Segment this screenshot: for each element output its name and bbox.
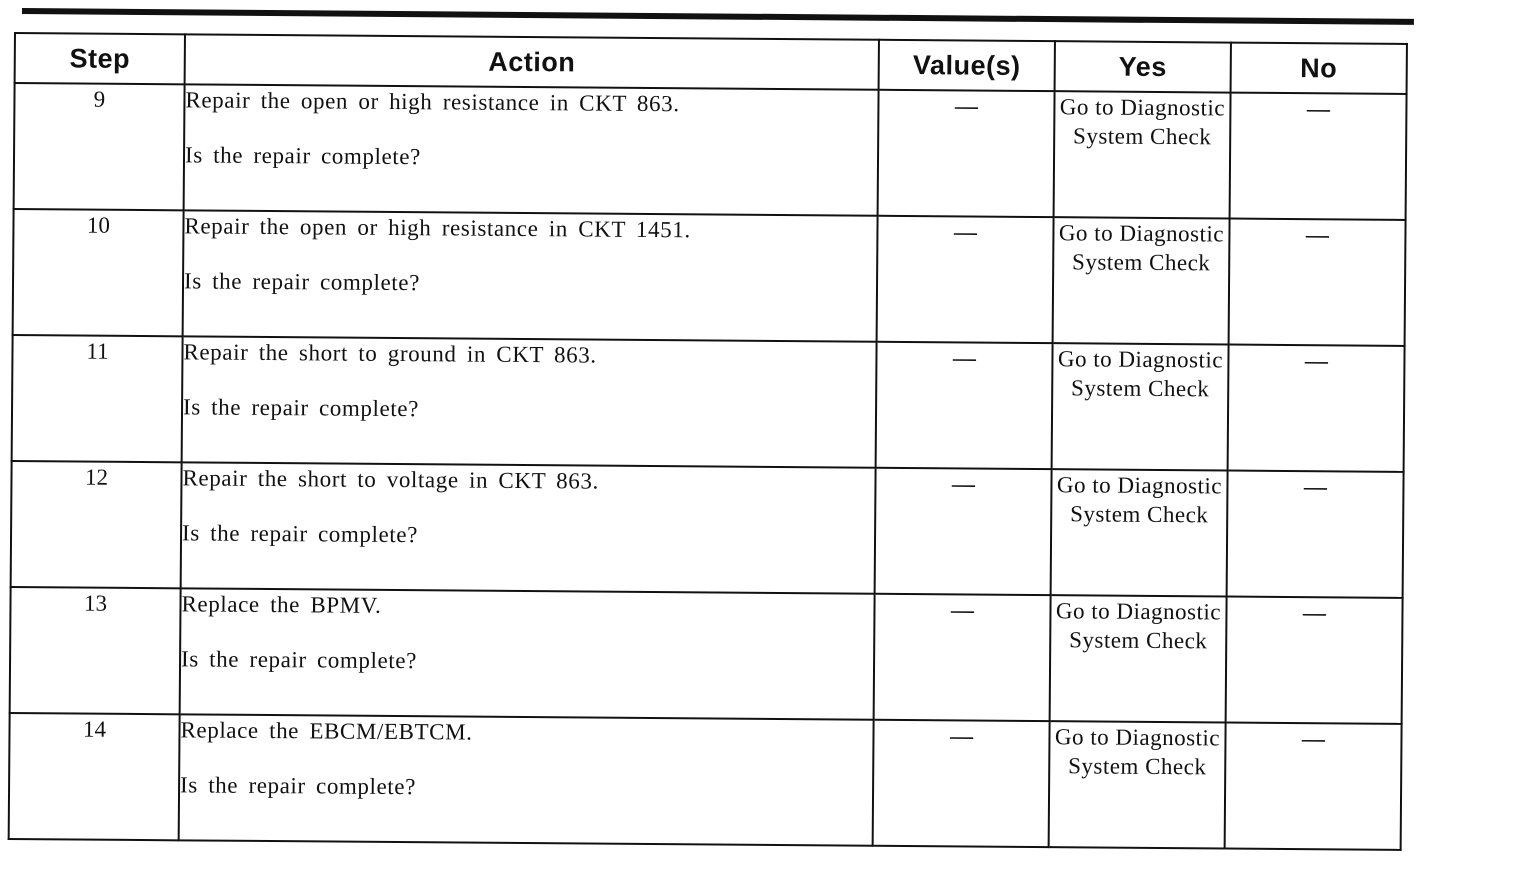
value-cell: — xyxy=(873,720,1050,847)
table-row xyxy=(11,461,1404,598)
no-cell: — xyxy=(1225,723,1402,850)
action-instruction: Repair the open or high resistance in CKT 1451. xyxy=(184,213,691,243)
yes-cell: Go to Diagnostic System Check xyxy=(1050,595,1227,722)
yes-cell: Go to Diagnostic System Check xyxy=(1052,343,1229,470)
action-cell xyxy=(181,462,876,593)
step-number: 9 xyxy=(14,83,185,210)
no-cell: — xyxy=(1226,597,1403,724)
table-row xyxy=(10,587,1403,724)
step-number: 10 xyxy=(13,209,184,336)
header-action: Action xyxy=(185,34,879,89)
table-row xyxy=(9,713,1402,850)
value-cell: — xyxy=(878,90,1055,217)
action-instruction: Replace the EBCM/EBTCM. xyxy=(180,717,473,745)
action-instruction: Repair the short to ground in CKT 863. xyxy=(183,339,597,368)
table-row xyxy=(12,335,1405,472)
action-question: Is the repair complete? xyxy=(183,268,421,296)
yes-cell: Go to Diagnostic System Check xyxy=(1051,469,1228,596)
action-cell xyxy=(179,714,874,845)
action-question: Is the repair complete? xyxy=(184,142,422,170)
table-row xyxy=(14,83,1407,220)
header-yes: Yes xyxy=(1055,41,1231,92)
action-cell xyxy=(184,84,879,215)
action-instruction: Replace the BPMV. xyxy=(181,591,382,618)
step-number: 13 xyxy=(10,587,181,714)
value-cell: — xyxy=(874,594,1051,721)
action-instruction: Repair the open or high resistance in CKT 863. xyxy=(185,87,680,117)
top-rule xyxy=(22,8,1414,25)
step-number: 11 xyxy=(12,335,183,462)
no-cell: — xyxy=(1228,345,1405,472)
diagnostic-table-container xyxy=(8,32,1406,851)
action-question: Is the repair complete? xyxy=(181,520,419,548)
table-row xyxy=(13,209,1406,346)
header-no: No xyxy=(1231,43,1407,94)
action-cell xyxy=(182,336,877,467)
no-cell: — xyxy=(1230,93,1407,220)
action-question: Is the repair complete? xyxy=(179,772,417,800)
step-number: 14 xyxy=(9,713,180,840)
action-cell xyxy=(180,588,875,719)
no-cell: — xyxy=(1229,219,1406,346)
diagnostic-table xyxy=(8,32,1408,851)
value-cell: — xyxy=(877,216,1054,343)
step-number: 12 xyxy=(11,461,182,588)
action-cell xyxy=(183,210,878,341)
header-step: Step xyxy=(15,33,185,84)
yes-cell: Go to Diagnostic System Check xyxy=(1049,721,1226,848)
action-question: Is the repair complete? xyxy=(180,646,418,674)
yes-cell: Go to Diagnostic System Check xyxy=(1053,217,1230,344)
value-cell: — xyxy=(876,342,1053,469)
yes-cell: Go to Diagnostic System Check xyxy=(1054,91,1231,218)
action-question: Is the repair complete? xyxy=(182,394,420,422)
header-values: Value(s) xyxy=(879,40,1055,91)
no-cell: — xyxy=(1227,471,1404,598)
value-cell: — xyxy=(875,468,1052,595)
scan-speck xyxy=(1494,168,1497,178)
action-instruction: Repair the short to voltage in CKT 863. xyxy=(182,465,599,494)
